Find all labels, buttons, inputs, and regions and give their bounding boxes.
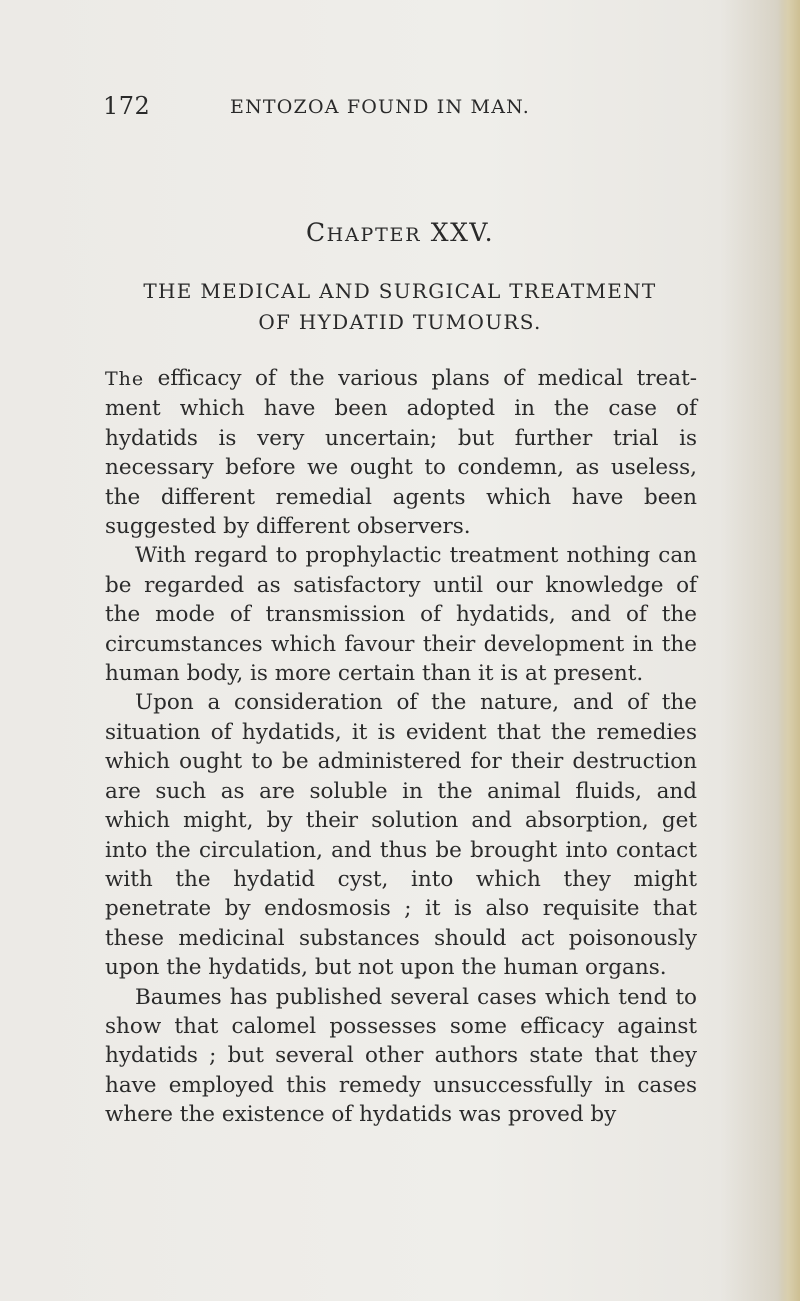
paragraph: Baumes has published several cases which tend to show that calomel possesses some efficacy against hydatids ; but several other authors state that they have employed this remedy unsuccessfully in cases where the existence of hydatids was proved by	[105, 984, 697, 1128]
chapter-number: XXV.	[430, 218, 495, 247]
page-edge	[778, 0, 800, 1301]
paragraph-text: efficacy of the various plans of medical treat-ment which have been adopted in the case of hydatids is very uncertain; but further trial is necessary before we ought to condemn, as useless, the different remedial agents which have been suggested by different observers.	[105, 366, 698, 540]
paragraph: With regard to prophylactic treatment nothing can be regarded as satisfactory until our knowledge of the mode of transmission of hydatids, and of the circumstances which favour their development in the human body, is more certain than it is at present.	[105, 543, 697, 687]
chapter-title	[100, 218, 700, 247]
section-heading: THE MEDICAL AND SURGICAL TREATMENT OF HYDATID TUMOURS.	[143, 279, 657, 334]
paragraph	[105, 364, 697, 541]
chapter-label-initial: C	[305, 218, 327, 247]
lead-word: The	[105, 368, 145, 390]
paragraph: Upon a consideration of the nature, and of the situation of hydatids, it is evident that the remedies which ought to be administered for their destruction are such as are soluble in the animal fluids, and which might, by their solution and absorption, get into the circulation, and thus be brought into contact with the hydatid cyst, into which they might penetrate by endosmosis ; it is also requisite that these medicinal substances should act poisonously upon the hydatids, but not upon the human organs.	[105, 690, 697, 981]
running-title: ENTOZOA FOUND IN MAN.	[230, 96, 530, 118]
body-text	[105, 364, 697, 1130]
page-number: 172	[103, 92, 151, 120]
chapter-label-rest: HAPTER	[326, 224, 422, 246]
